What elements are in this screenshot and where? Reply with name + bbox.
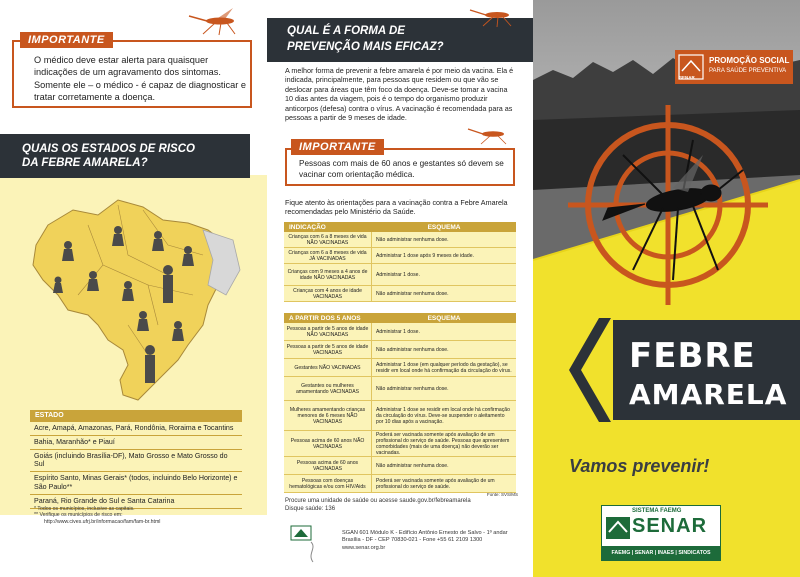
table-row	[284, 286, 516, 302]
table-row	[284, 359, 516, 377]
senar-sub: FAEMG | SENAR | INAES | SINDICATOS	[602, 546, 720, 560]
table-row	[284, 457, 516, 475]
prevention-title-line2: PREVENÇÃO MAIS EFICAZ?	[287, 41, 444, 53]
indication-cell: Mulheres amamentando crianças menores de 6 meses NÃO VACINADAS	[284, 401, 372, 430]
risk-title-line2: DA FEBRE AMARELA?	[22, 157, 148, 169]
brand-badge	[675, 50, 793, 84]
indication-cell: Crianças com 6 a 8 meses de vida NÃO VACINADAS	[284, 232, 372, 247]
vaccination-table-adults	[284, 313, 516, 493]
table-row	[284, 264, 516, 286]
table-row	[284, 431, 516, 457]
website-link[interactable]: www.senar.org.br	[342, 544, 386, 551]
table-row	[284, 341, 516, 359]
important-tag: IMPORTANTE	[20, 32, 113, 48]
chevron-decoration-icon	[561, 318, 621, 422]
table-row	[284, 377, 516, 401]
risk-title-line1: QUAIS OS ESTADOS DE RISCO	[22, 143, 195, 155]
schedule-cell: Administrar 1 dose se residir em local onde há confirmação da circulação do vírus. Deve-se suspender o aleitamento por 10 dias após a vacinação.	[376, 406, 510, 425]
schedule-cell: Poderá ser vacinada somente após avaliação de um profissional do serviço de saúde. Pessoas que apresentem comorbidades (mais de uma doença) não deverão ser vacinadas.	[376, 431, 510, 456]
important-box-2	[285, 141, 515, 186]
schedule-cell: Administrar 1 dose após 9 meses de idade.	[376, 252, 474, 259]
table-header	[284, 222, 516, 232]
col-age: A PARTIR DOS 5 ANOS	[289, 314, 361, 322]
state-row: Paraná, Rio Grande do Sul e Santa Catarina	[30, 495, 242, 509]
indication-cell: Crianças com 9 meses a 4 anos de idade NÃO VACINADAS	[284, 264, 372, 285]
table-header	[284, 313, 516, 323]
state-table-header: ESTADO	[30, 410, 242, 422]
indication-cell: Gestantes ou mulheres amamentando VACINADAS	[284, 377, 372, 400]
table-row	[284, 475, 516, 493]
col-esquema: ESQUEMA	[427, 223, 461, 231]
state-row: Bahia, Maranhão* e Piauí	[30, 436, 242, 450]
panel-middle	[267, 0, 533, 577]
contact-text	[285, 498, 515, 513]
footnote: * Todos os municípios, inclusive as capitais.	[34, 506, 135, 512]
risk-title-banner	[0, 134, 250, 178]
footnote: ** Verifique os municípios de risco em:	[34, 512, 123, 519]
brand-line2: PARA SAÚDE PREVENTIVA	[709, 68, 787, 74]
important-text: Pessoas com mais de 60 anos e gestantes só devem se vacinar com orientação médica.	[299, 159, 504, 179]
title-febre: FEBRE	[629, 336, 756, 376]
footnote-link[interactable]: http://www.cives.ufrj.br/informacao/fam/fam-br.html	[44, 518, 161, 525]
indication-cell: Crianças com 6 a 8 meses de vida JÁ VACINADAS	[284, 248, 372, 263]
schedule-cell: Poderá ser vacinada somente após avaliação de um profissional do serviço de saúde.	[376, 477, 495, 490]
vaccination-table-children	[284, 222, 516, 302]
important-text-2: Somente ele – o médico - é capaz de diagnosticar e tratar corretamente a doença.	[34, 79, 246, 102]
state-row: Acre, Amapá, Amazonas, Pará, Rondônia, Roraima e Tocantins	[30, 422, 242, 436]
schedule-cell: Não administrar nenhuma dose.	[376, 346, 449, 353]
important-box-1	[12, 34, 252, 108]
prevention-body: A melhor forma de prevenir a febre amarela é por meio da vacina. Ela é indicada, principalmente, para pessoas que residem ou que vão se deslocar para áreas que têm foco da doença. Deve-se tomar a vacina 10 dias antes da viagem, pois é o tempo do organismo produzir anticorpos (defesa) contra o vírus. A vacinação é recomendada para as pessoas a partir de 9 meses de idade.	[285, 66, 514, 123]
title-box	[613, 320, 800, 420]
schedule-cell: Não administrar nenhuma dose.	[376, 462, 449, 469]
ministry-logo-icon	[289, 524, 319, 564]
col-esquema: ESQUEMA	[427, 314, 461, 322]
address-line: SGAN 601 Módulo K - Edifício Antônio Ernesto de Salvo - 1º andar	[342, 530, 508, 536]
schedule-cell: Administrar 1 dose.	[376, 271, 420, 278]
brand-line1: PROMOÇÃO SOCIAL	[709, 56, 790, 65]
indication-cell: Crianças com 4 anos de idade VACINADAS	[284, 286, 372, 301]
state-row: Goiás (incluindo Brasília-DF), Mato Grosso e Mato Grosso do Sul	[30, 450, 242, 473]
important-tag: IMPORTANTE	[291, 139, 384, 155]
indication-cell: Pessoas acima de 60 anos VACINADAS	[284, 457, 372, 474]
senar-logo	[601, 505, 721, 561]
source-note: Fonte: SVS/MS	[487, 492, 519, 497]
indication-cell: Pessoas acima de 60 anos NÃO VACINADAS	[284, 431, 372, 456]
procure-text: Procure uma unidade de saúde ou acesse saude.gov.br/febreamarela	[285, 498, 471, 504]
important-text: O médico deve estar alerta para quaisquer indicações de um agravamento dos sintomas.	[34, 55, 221, 78]
disque-text: Disque saúde: 136	[285, 505, 336, 512]
indication-cell: Pessoas com doenças hematológicas e/ou com HIV/Aids	[284, 475, 372, 492]
tagline: Vamos prevenir!	[569, 456, 710, 476]
panel-cover	[533, 0, 800, 577]
brazil-map	[28, 185, 243, 410]
indication-cell: Pessoas a partir de 5 anos de idade NÃO VACINADAS	[284, 323, 372, 340]
guide-text: Fique atento às orientações para a vacinação contra a Febre Amarela recomendadas pelo Ministério da Saúde.	[285, 198, 508, 217]
footnotes	[34, 506, 160, 525]
mosquito-icon	[467, 2, 527, 28]
senar-name: SENAR	[632, 515, 708, 537]
table-row	[284, 401, 516, 431]
mosquito-icon	[185, 6, 255, 36]
senar-top-text: SISTEMA FAEMG	[632, 508, 682, 514]
table-row	[284, 323, 516, 341]
schedule-cell: Não administrar nenhuma dose.	[376, 385, 449, 392]
title-amarela: AMARELA	[629, 378, 788, 411]
address-line: Brasília - DF - CEP 70830-021 - Fone +55 61 2109 1300	[342, 537, 483, 544]
schedule-cell: Não administrar nenhuma dose.	[376, 290, 449, 297]
mosquito-icon	[465, 122, 520, 146]
table-row	[284, 232, 516, 248]
state-table	[30, 410, 242, 509]
schedule-cell: Administrar 1 dose.	[376, 328, 420, 335]
table-row	[284, 248, 516, 264]
schedule-cell: Administrar 1 dose (em qualquer período da gestação), se residir em local onde há confirmação da circulação do vírus.	[376, 361, 512, 374]
address-block	[342, 530, 527, 552]
schedule-cell: Não administrar nenhuma dose.	[376, 236, 449, 243]
brand-small-text: SENAR	[679, 75, 695, 80]
indication-cell: Pessoas a partir de 5 anos de idade VACINADAS	[284, 341, 372, 358]
indication-cell: Gestantes NÃO VACINADAS	[284, 359, 372, 376]
state-row: Espírito Santo, Minas Gerais* (todos, incluindo Belo Horizonte) e São Paulo**	[30, 472, 242, 495]
crosshair-mosquito-icon	[563, 100, 773, 310]
senar-emblem-icon	[605, 516, 631, 540]
col-indicacao: INDICAÇÃO	[289, 223, 326, 231]
prevention-title-line1: QUAL É A FORMA DE	[287, 25, 405, 37]
panel-left	[0, 0, 267, 577]
